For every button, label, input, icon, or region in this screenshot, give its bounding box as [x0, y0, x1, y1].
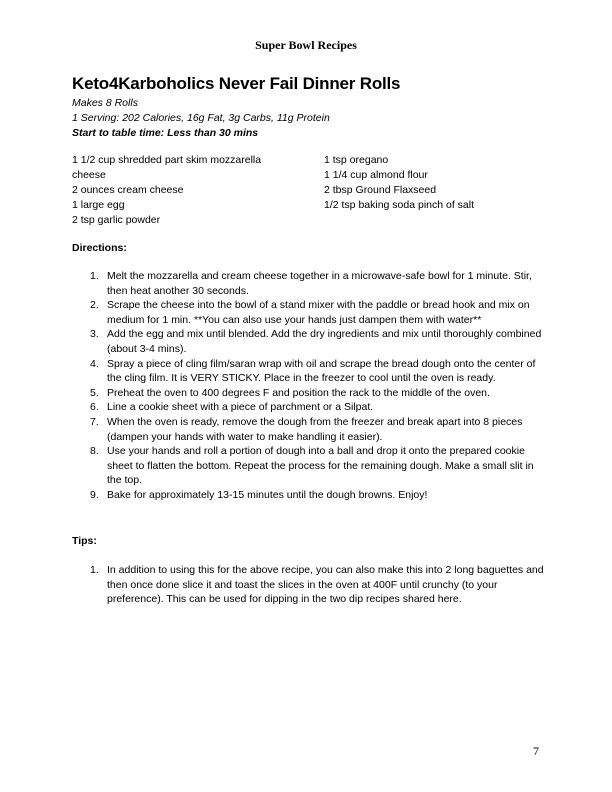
- step-text: Line a cookie sheet with a piece of parchment or a Silpat.: [107, 401, 374, 414]
- recipe-yield: Makes 8 Rolls: [72, 97, 138, 109]
- ingredients-column-left: [72, 153, 287, 228]
- running-header: Super Bowl Recipes: [255, 38, 357, 52]
- step-text: Spray a piece of cling film/saran wrap with oil and scrape the bread dough onto the center of the cling film. It is VERY STICKY. Place in the freezer to cool until the oven is ready.: [107, 357, 536, 385]
- step-number: 3.: [90, 328, 99, 341]
- recipe-title: Keto4Karboholics Never Fail Dinner Rolls: [72, 74, 401, 93]
- recipe-nutrition: 1 Serving: 202 Calories, 16g Fat, 3g Carbs, 11g Protein: [72, 112, 330, 124]
- step-number: 2.: [90, 299, 99, 312]
- direction-step: [90, 269, 545, 298]
- step-number: 6.: [90, 401, 99, 414]
- step-text: Melt the mozzarella and cream cheese together in a microwave-safe bowl for 1 minute. Stir, then heat another 30 seconds.: [107, 270, 532, 297]
- step-number: 7.: [90, 415, 99, 428]
- ingredients-column-right: [324, 153, 544, 213]
- step-number: 9.: [90, 488, 99, 501]
- tip-text: In addition to using this for the above recipe, you can also make this into 2 long baguettes and then once done slice it and toast the slices in the oven at 400F until crunchy (to your preference). This can be used for dipping in the two dip recipes shared here.: [107, 564, 544, 606]
- ingredient-item: 1 tsp oregano: [324, 154, 389, 166]
- direction-step: [90, 357, 545, 386]
- tip-number: 1.: [90, 564, 99, 576]
- direction-step: [90, 327, 545, 356]
- step-number: 8.: [90, 445, 99, 458]
- ingredient-item: 1 1/2 cup shredded part skim mozzarella cheese: [72, 154, 262, 181]
- page-number: 7: [533, 744, 539, 758]
- step-number: 4.: [90, 357, 99, 370]
- step-text: Preheat the oven to 400 degrees F and position the rack to the middle of the oven.: [107, 386, 490, 399]
- step-number: 5.: [90, 386, 99, 399]
- ingredient-item: 2 ounces cream cheese: [72, 184, 184, 196]
- step-text: When the oven is ready, remove the dough from the freezer and break apart into 8 pieces (dampen your hands with water to make handling it easier).: [107, 415, 523, 443]
- directions-list: [90, 269, 545, 503]
- tips-heading: Tips:: [72, 535, 97, 547]
- tip-item: [90, 563, 545, 607]
- step-text: Use your hands and roll a portion of dough into a ball and drop it onto the prepared cookie sheet to flatten the bottom. Repeat the process for the remaining dough. Make a small slit in the top.: [107, 445, 534, 487]
- step-number: 1.: [90, 270, 99, 282]
- recipe-time: Start to table time: Less than 30 mins: [72, 127, 259, 139]
- direction-step: [90, 386, 545, 401]
- step-text: Scrape the cheese into the bowl of a stand mixer with the paddle or bread hook and mix on medium for 1 min. **You can also use your hands just dampen them with water**: [107, 299, 530, 326]
- direction-step: [90, 298, 545, 327]
- direction-step: [90, 400, 545, 415]
- ingredient-item: 1/2 tsp baking soda pinch of salt: [324, 199, 475, 211]
- ingredient-item: 2 tsp garlic powder: [72, 214, 161, 226]
- tips-list: [90, 563, 545, 607]
- direction-step: [90, 444, 545, 488]
- ingredient-item: 1 1/4 cup almond flour: [324, 169, 428, 181]
- ingredient-item: 2 tbsp Ground Flaxseed: [324, 184, 437, 196]
- ingredient-item: 1 large egg: [72, 199, 125, 211]
- recipe-meta: [72, 96, 330, 141]
- step-text: Bake for approximately 13-15 minutes until the dough browns. Enjoy!: [107, 488, 428, 501]
- directions-heading: Directions:: [72, 242, 127, 254]
- direction-step: [90, 415, 545, 444]
- step-text: Add the egg and mix until blended. Add the dry ingredients and mix until thoroughly combined (about 3-4 mins).: [107, 328, 542, 355]
- direction-step: [90, 488, 545, 503]
